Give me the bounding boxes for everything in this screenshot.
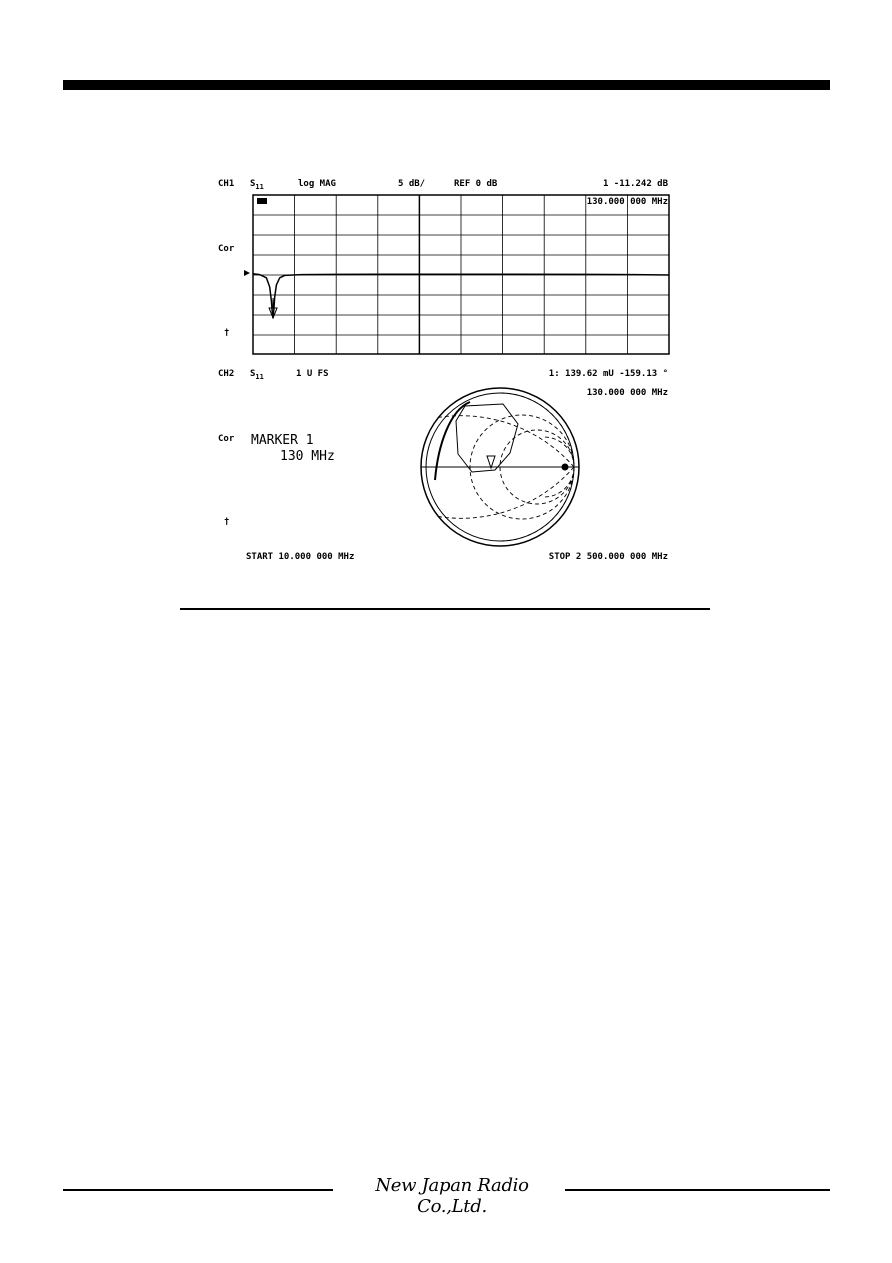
ch1-param: $S_{11}$ [250, 179, 264, 191]
ch1-label: CH1 [218, 179, 235, 189]
ch1-active-marker-icon [257, 198, 267, 204]
ch1-format: log MAG [298, 179, 336, 189]
ch2-marker-readout: 1: 139.62 mU -159.13 ° [548, 369, 668, 379]
ch2-label: CH2 [218, 369, 235, 379]
start-frequency: START 10.000 000 MHz [246, 552, 355, 562]
ch2-hold-symbol: † [224, 517, 230, 527]
ch1-cor-label: Cor [218, 244, 235, 254]
ch2-param: $S_{11}$ [250, 369, 264, 381]
ch2-format: 1 U FS [296, 369, 329, 379]
figure-separator [180, 608, 710, 610]
ch2-cor-label: Cor [218, 434, 235, 444]
stop-frequency: STOP 2 500.000 000 MHz [548, 552, 668, 562]
ch1-scale: 5 dB/ [398, 179, 426, 189]
smith-chart [421, 388, 579, 546]
company-logo: New Japan Radio Co.,Ltd. [375, 1175, 529, 1217]
ch1-hold-symbol: † [224, 328, 230, 338]
ch1-reference-pointer [244, 270, 250, 276]
ch2-marker-label: MARKER 1 [251, 433, 314, 448]
header-bar [63, 80, 830, 90]
footer-rule-left [63, 1189, 333, 1191]
ch1-marker-readout: 1 -11.242 dB [602, 179, 668, 189]
ch2-marker-value: 130 MHz [280, 449, 335, 464]
ch1-ref: REF 0 dB [454, 179, 498, 189]
ch1-marker-freq: 130.000 000 MHz [586, 197, 668, 207]
ch2-marker-freq: 130.000 000 MHz [586, 388, 668, 398]
footer-rule-right [565, 1189, 830, 1191]
network-analyzer-plot [210, 170, 680, 570]
